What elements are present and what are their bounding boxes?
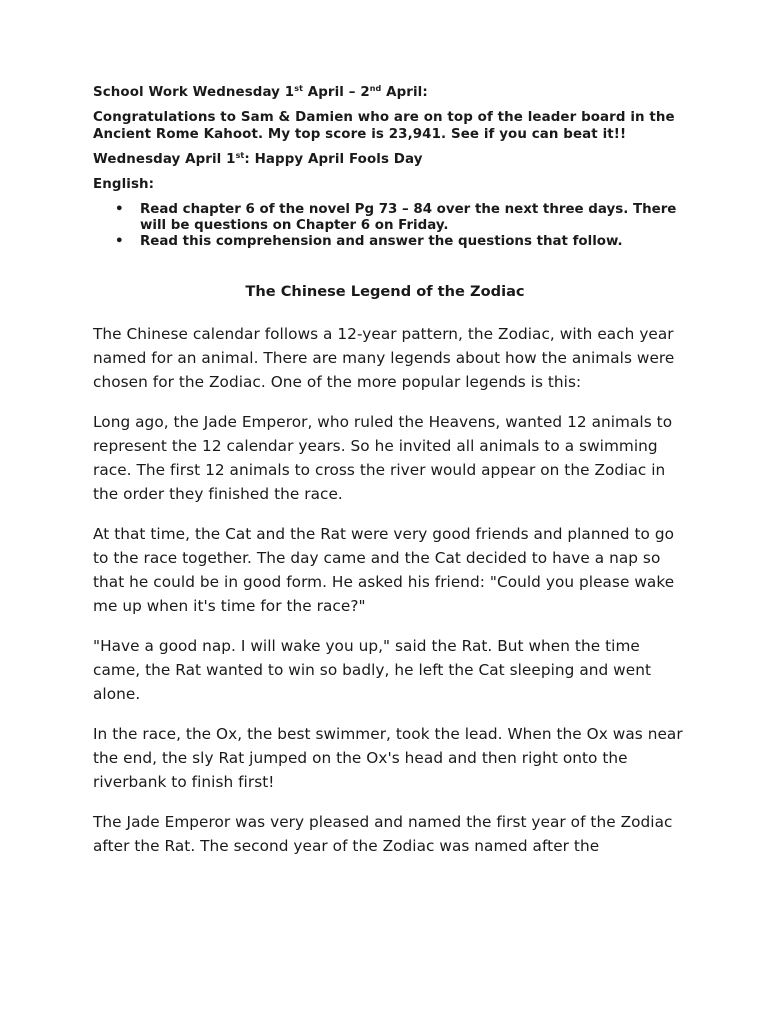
subject-heading: English: <box>93 177 155 192</box>
bullet-icon: • <box>115 234 124 249</box>
story-paragraph: The Jade Emperor was very pleased and named the first year of the Zodiac after the Rat. The second year of the Zodiac was named after the <box>93 813 673 855</box>
story-paragraph: "Have a good nap. I will wake you up," said the Rat. But when the time came, the Rat wanted to win so badly, he left the Cat sleeping and went alone. <box>93 637 651 703</box>
task-item: • Read this comprehension and answer the questions that follow. <box>115 234 623 249</box>
schoolwork-heading: School Work Wednesday 1st April – 2nd April: <box>93 84 428 100</box>
day-heading: Wednesday April 1st: Happy April Fools Day <box>93 151 423 167</box>
story-paragraph: In the race, the Ox, the best swimmer, took the lead. When the Ox was near the end, the sly Rat jumped on the Ox's head and then right onto the riverbank to finish first! <box>93 725 683 791</box>
congratulations-text: Congratulations to Sam & Damien who are on top of the leader board in the Ancient Rome Kahoot. My top score is 23,941. See if you can beat it!! <box>93 110 675 142</box>
story-paragraph: The Chinese calendar follows a 12-year pattern, the Zodiac, with each year named for an animal. There are many legends about how the animals were chosen for the Zodiac. One of the more popular legends is this: <box>93 325 675 391</box>
document-page <box>93 84 683 858</box>
story-title: The Chinese Legend of the Zodiac <box>245 283 525 300</box>
bullet-icon: • <box>115 202 124 217</box>
task-list <box>93 202 683 250</box>
story-paragraph: At that time, the Cat and the Rat were very good friends and planned to go to the race together. The day came and the Cat decided to have a nap so that he could be in good form. He asked his friend: "Could you please wake me up when it's time for the race?" <box>93 525 675 615</box>
story-paragraph: Long ago, the Jade Emperor, who ruled the Heavens, wanted 12 animals to represent the 12 calendar years. So he invited all animals to a swimming race. The first 12 animals to cross the river would appear on the Zodiac in the order they finished the race. <box>93 413 673 503</box>
task-item: • Read chapter 6 of the novel Pg 73 – 84 over the next three days. There will be questions on Chapter 6 on Friday. <box>115 202 677 233</box>
